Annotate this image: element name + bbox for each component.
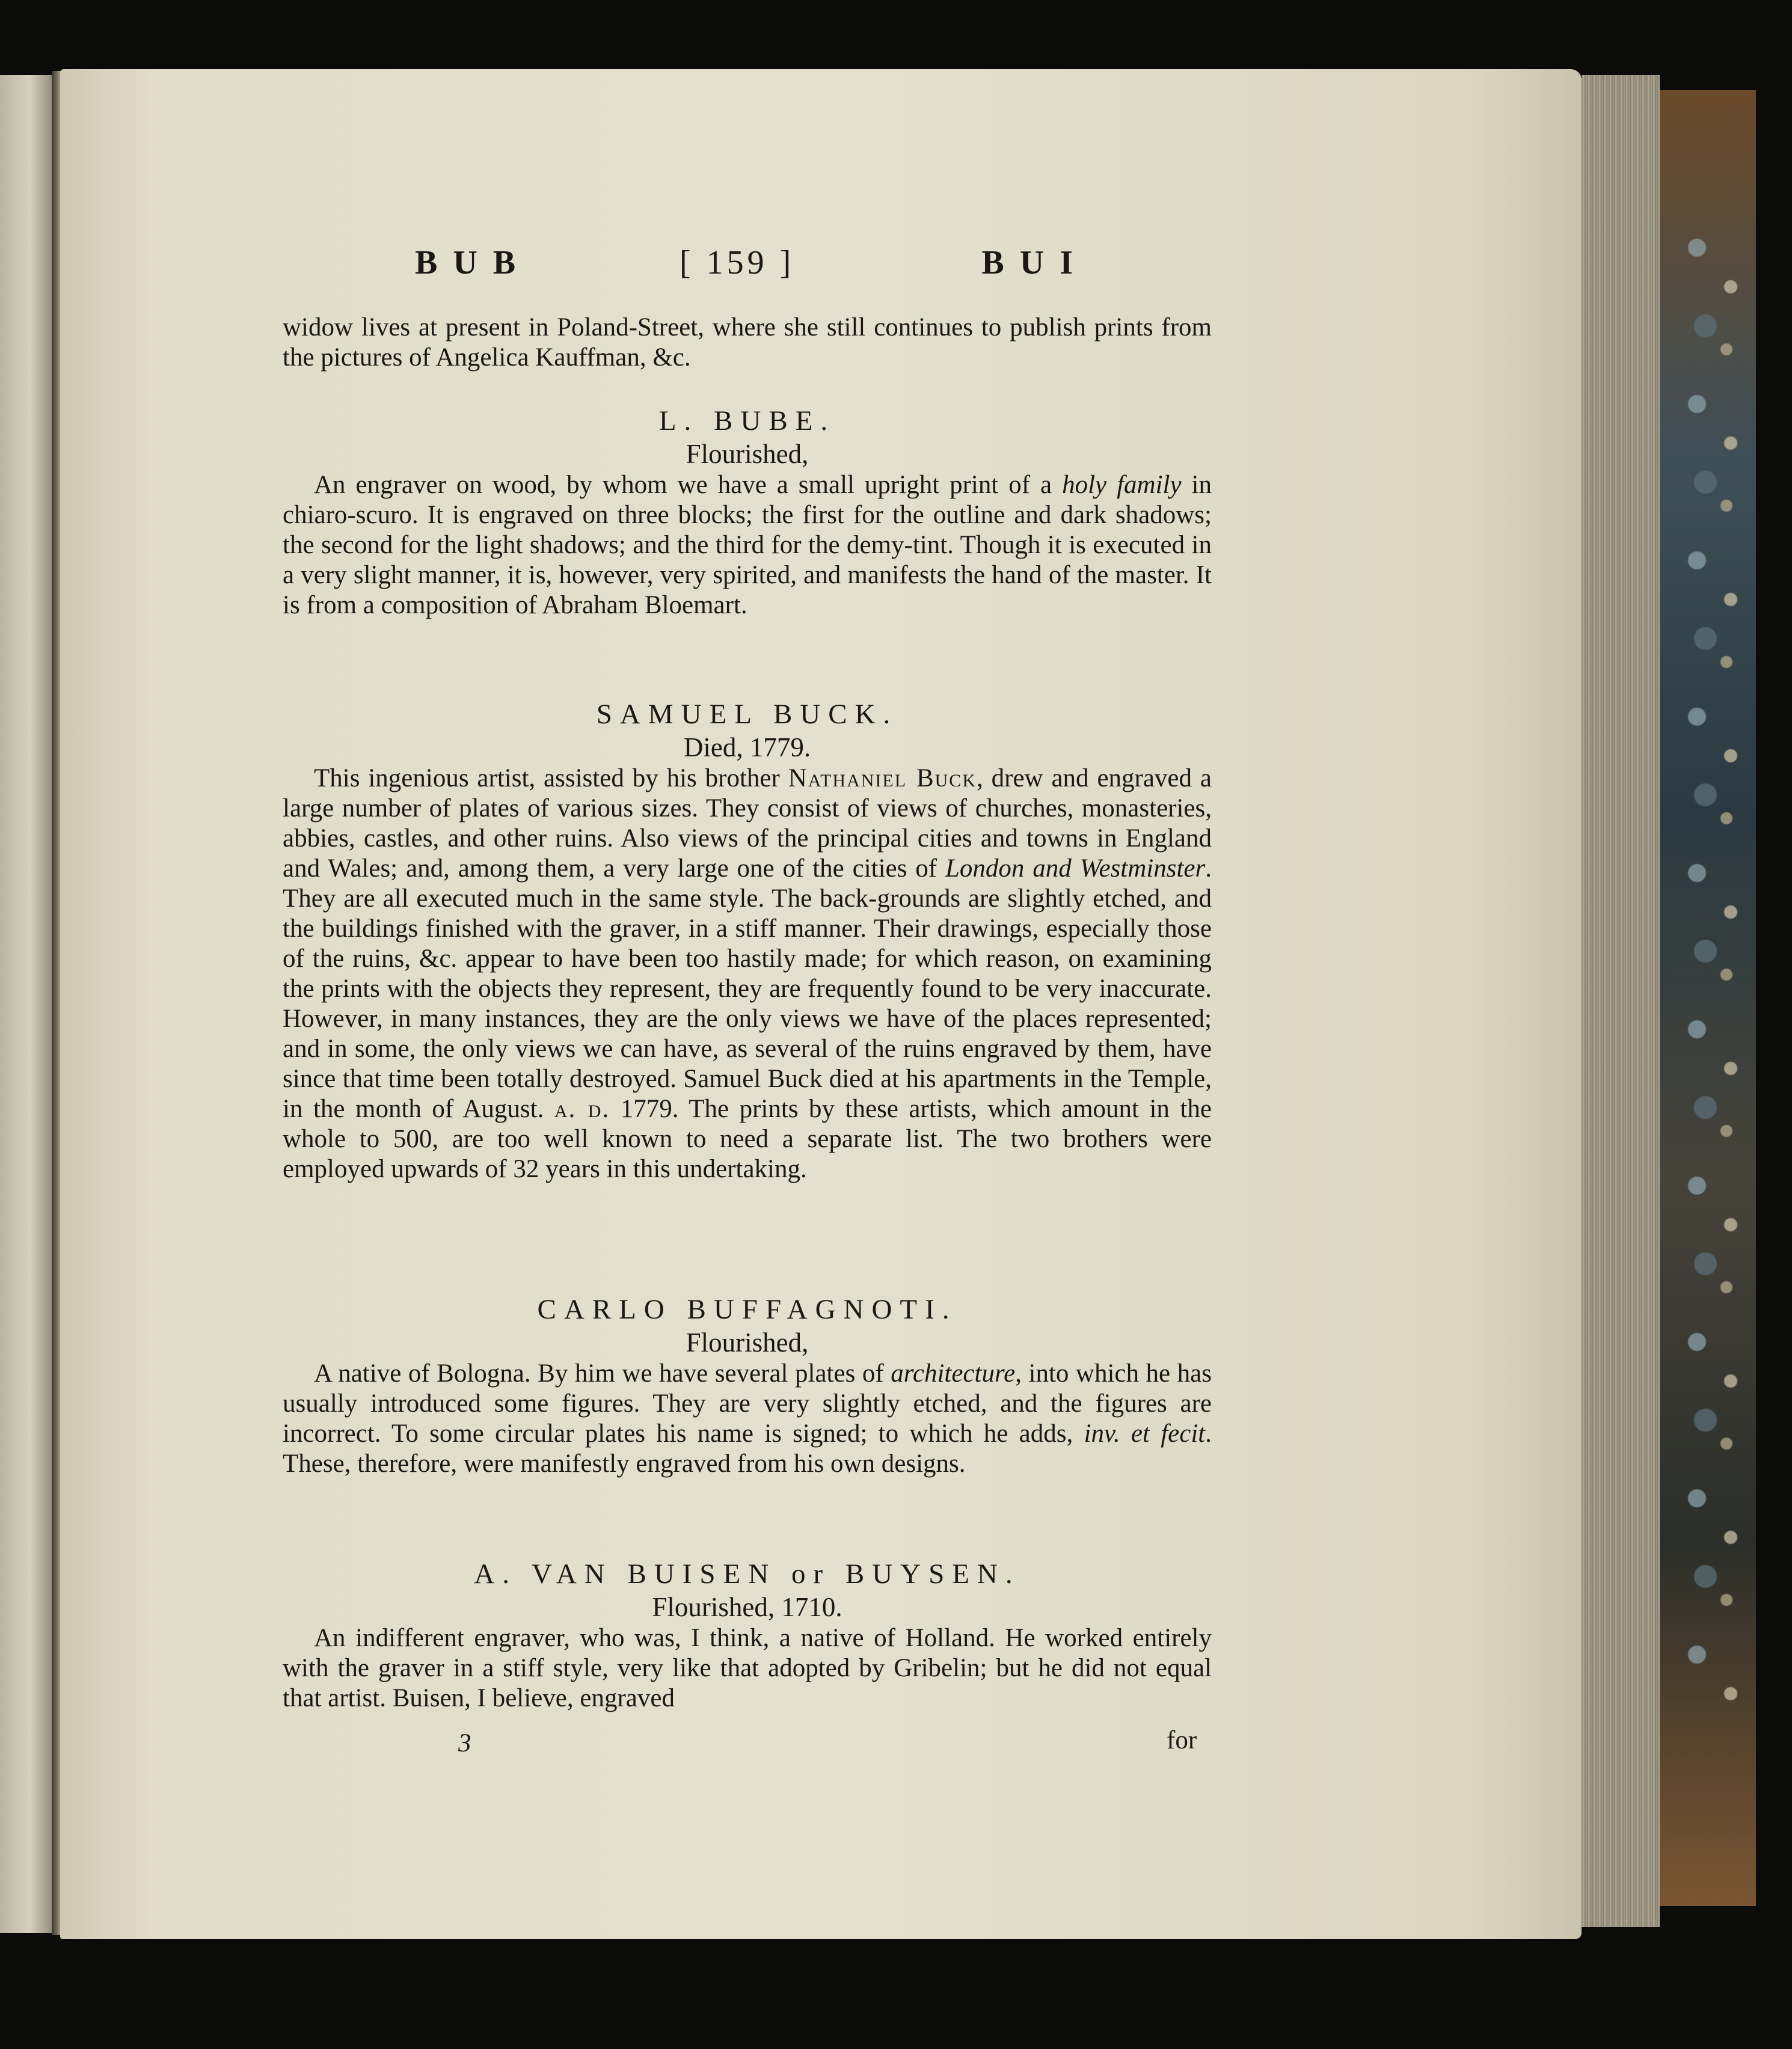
running-head-right: BUI bbox=[981, 244, 1088, 281]
entry-paragraph bbox=[283, 1623, 1212, 1714]
text-run: . These, therefore, were manifestly engraved from his own designs. bbox=[283, 1420, 1212, 1478]
running-head-left: BUB bbox=[415, 244, 532, 281]
text-run: , drew and engraved a large number of plates of various sizes. They consist of views of churches, monasteries, abbies, castles, and other ruins. Also views of the principal cities and towns in England and Wales; and, among them, a very large one of the cities of bbox=[283, 764, 1212, 883]
entry-buffagnoti bbox=[283, 1293, 1212, 1479]
page-edges bbox=[1582, 75, 1660, 1927]
entry-buisen bbox=[283, 1557, 1212, 1714]
intro-paragraph: widow lives at present in Poland-Street, where she still continues to publish prints from the pictures of Angelica Kauffman, &c. bbox=[283, 313, 1212, 372]
entry-paragraph bbox=[283, 764, 1212, 1184]
signature-mark: 3 bbox=[458, 1729, 471, 1757]
text-run: A native of Bologna. By him we have several plates of bbox=[314, 1359, 891, 1388]
entry-heading: L. BUBE. bbox=[658, 405, 836, 436]
marbled-pattern bbox=[1672, 216, 1756, 1720]
entry-bube bbox=[283, 404, 1212, 620]
italic-run: London and Westminster bbox=[945, 854, 1206, 883]
entry-date: Flourished, 1710. bbox=[652, 1592, 842, 1622]
entry-paragraph bbox=[283, 470, 1212, 620]
page-number: [ 159 ] bbox=[680, 244, 795, 281]
intro-block bbox=[283, 313, 1212, 373]
entry-date: Flourished, bbox=[686, 1328, 809, 1358]
text-run: An indifferent engraver, who was, I think, a native of Holland. He worked entirely with the graver in a stiff style, very like that adopted by Gribelin; but he did not equal that artist. Buisen, I believe, engraved bbox=[283, 1624, 1212, 1712]
text-run: An engraver on wood, by whom we have a small upright print of a bbox=[314, 471, 1063, 499]
catchword: for bbox=[1167, 1726, 1197, 1754]
small-caps-run: a. d. bbox=[554, 1095, 610, 1123]
text-run: in chiaro-scuro. It is engraved on three blocks; the first for the outline and dark shadows; the second for the light shadows; and the third for the demy-tint. Though it is executed in a very slight manner, it is, however, very spirited, and manifests the hand of the master. It is from a composition of Abraham Bloemart. bbox=[283, 471, 1212, 619]
entry-heading: A. VAN BUISEN or BUYSEN. bbox=[474, 1558, 1020, 1590]
text-run: , into which he has usually introduced some figures. They are very slightly etched, and the figures are incorrect. To some circular plates his name is signed; to which he adds, bbox=[283, 1359, 1212, 1448]
entry-buck bbox=[283, 697, 1212, 1184]
entry-heading: SAMUEL BUCK. bbox=[596, 699, 898, 730]
italic-run: architecture bbox=[891, 1359, 1016, 1388]
entry-paragraph bbox=[283, 1359, 1212, 1479]
running-head bbox=[415, 243, 1088, 292]
small-caps-run: Nathaniel Buck bbox=[788, 764, 977, 792]
entry-heading: CARLO BUFFAGNOTI. bbox=[537, 1294, 957, 1325]
facing-page-edge bbox=[0, 75, 54, 1933]
italic-run: inv. et fecit bbox=[1084, 1420, 1206, 1448]
italic-run: holy family bbox=[1062, 471, 1182, 499]
text-run: . They are all executed much in the same style. The back-grounds are slightly etched, and the buildings finished with the graver, in a stiff manner. Their drawings, especially those of the ruins, &c. appear to have been too hastily made; for which reason, on examining the prints with the objects they represent, they are frequently found to be very inaccurate. However, in many instances, they are the only views we have of the places represented; and in some, the only views we can have, as several of the ruins engraved by them, have since that time been totally destroyed. Samuel Buck died at his apartments in the Temple, in the month of August. bbox=[283, 854, 1212, 1123]
entry-date: Flourished, bbox=[686, 439, 809, 469]
text-run: 1779. The prints by these artists, which amount in the whole to 500, are too well known to need a separate list. The two brothers were employed upwards of 32 years in this undertaking. bbox=[283, 1095, 1212, 1183]
entry-date: Died, 1779. bbox=[683, 732, 811, 762]
text-run: This ingenious artist, assisted by his brother bbox=[314, 764, 788, 792]
